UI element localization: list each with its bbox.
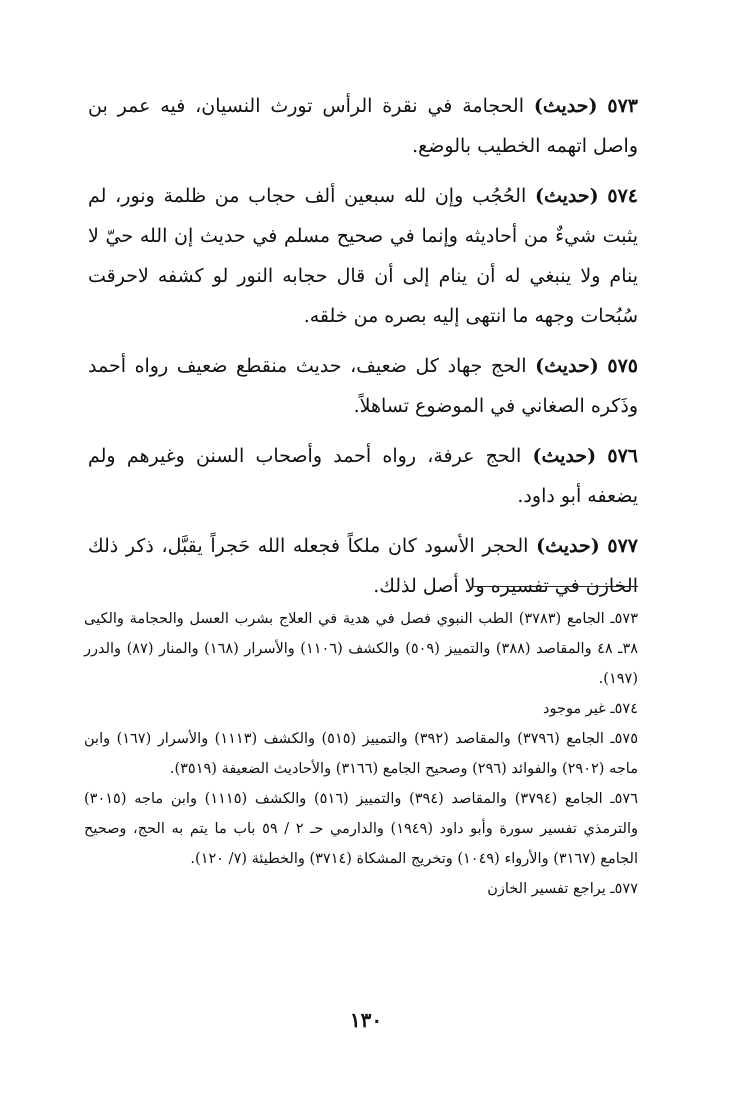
entry-text: الحُجُب وإن لله سبعين ألف حجاب من ظلمة ونور، لم يثبت شيءٌ من أحاديثه وإنما في صحيح مسلم في حديث إن الله حيّ لا ينام ولا ينبغي له أن ينام إلى أن قال حجابه النور لو كشفه لاحرقت سُبُحات وجهه ما انتهى إليه بصره من خلقه. <box>88 185 638 327</box>
entry-tag: (حديث) <box>535 355 599 377</box>
entry-text: الحجامة في نقرة الرأس تورث النسيان، فيه عمر بن واصل اتهمه الخطيب بالوضع. <box>88 95 638 157</box>
entry-tag: (حديث) <box>533 95 598 117</box>
footnotes <box>84 604 638 904</box>
page-number: ١٣٠ <box>349 1008 383 1032</box>
footnote-574: ٥٧٤ـ غير موجود <box>543 701 638 717</box>
hadith-entry-573 <box>88 86 638 166</box>
entry-text: الحج جهاد كل ضعيف، حديث منقطع ضعيف رواه أحمد وذَكره الصغاني في الموضوع تساهلاً. <box>88 355 638 417</box>
footnote-575: ٥٧٥ـ الجامع (٣٧٩٦) والمقاصد (٣٩٢) والتمييز (٥١٥) والكشف (١١١٣) والأسرار (١٦٧) وابن ماجه (٢٩٠٢) والفوائد (٢٩٦) وصحيح الجامع (٣١٦٦) والأحاديث الضعيفة (٣٥١٩). <box>84 731 638 777</box>
entry-number: ٥٧٤ <box>607 185 639 207</box>
entry-text: الحجر الأسود كان ملكاً فجعله الله حَجراً يقبَّل، ذكر ذلك الخازن في تفسيره ولا أصل لذلك. <box>88 535 638 597</box>
hadith-entry-576 <box>88 436 638 516</box>
entry-number: ٥٧٣ <box>607 95 638 117</box>
footnote-577: ٥٧٧ـ يراجع تفسير الخازن <box>487 881 638 897</box>
entry-number: ٥٧٦ <box>607 445 638 467</box>
footnote-573: ٥٧٣ـ الجامع (٣٧٨٣) الطب النبوي فصل في هدية في العلاج بشرب العسل والحجامة والكيى ٣٨ـ ٤٨ والمقاصد (٣٨٨) والتمييز (٥٠٩) والكشف (١١٠٦) والأسرار (١٦٨) والمنار (٨٧) والدرر (١٩٧). <box>84 611 639 687</box>
entry-text: الحج عرفة، رواه أحمد وأصحاب السنن وغيرهم ولم يضعفه أبو داود. <box>88 445 638 507</box>
entry-number: ٥٧٥ <box>607 355 638 377</box>
footnote-divider <box>472 586 638 587</box>
hadith-entry-577 <box>88 526 638 606</box>
footnote-576: ٥٧٦ـ الجامع (٣٧٩٤) والمقاصد (٣٩٤) والتمييز (٥١٦) والكشف (١١١٥) وابن ماجه (٣٠١٥) والترمذي تفسير سورة وأبو داود (١٩٤٩) والدارمي حـ ٢ / ٥٩ باب ما يتم به الحج، وصحيح الجامع (٣١٦٧) والأرواء (١٠٤٩) وتخريج المشكاة (٣٧١٤) والخطيئة (٧/ ١٢٠). <box>84 791 639 867</box>
entry-number: ٥٧٧ <box>607 535 639 557</box>
entry-tag: (حديث) <box>536 535 600 557</box>
entry-tag: (حديث) <box>532 445 597 467</box>
hadith-entry-574 <box>88 176 638 336</box>
entry-tag: (حديث) <box>534 185 599 207</box>
hadith-entry-575 <box>88 346 638 426</box>
main-text <box>88 86 638 616</box>
